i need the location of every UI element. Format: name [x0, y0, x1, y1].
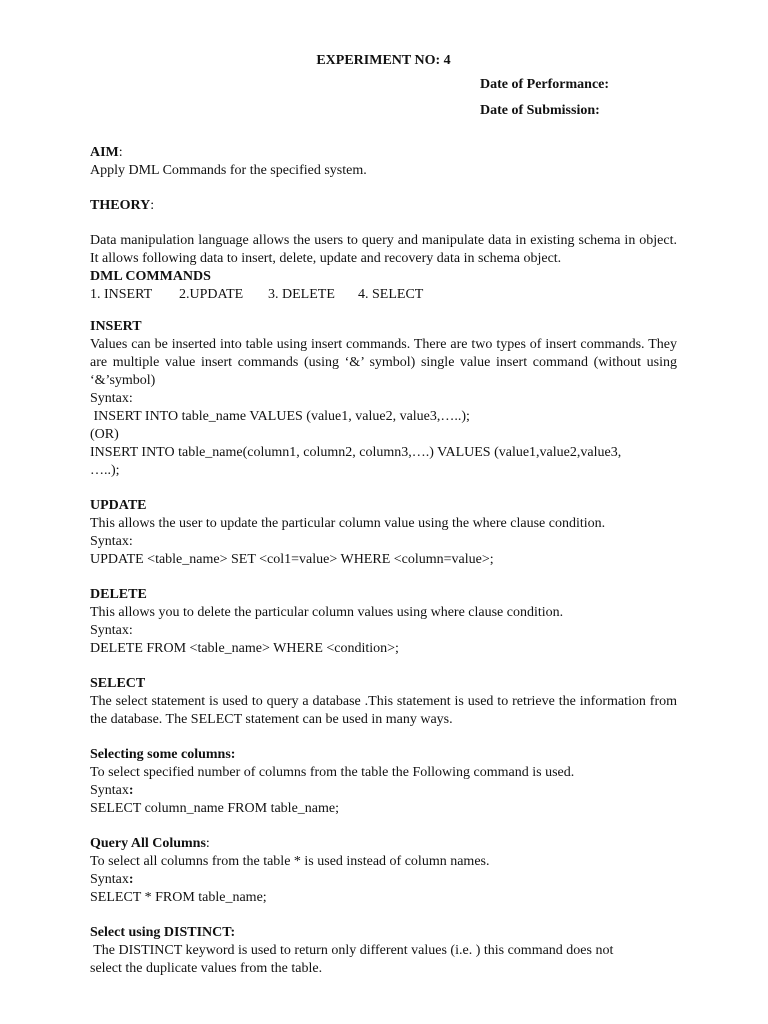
theory-colon: : — [150, 198, 155, 213]
dml-heading: DML COMMANDS — [90, 269, 211, 284]
insert-heading: INSERT — [90, 319, 142, 334]
query-all-columns-syntax-label-line — [90, 871, 677, 889]
query-all-columns-colon: : — [205, 836, 210, 851]
dml-item-select: 4. SELECT — [358, 287, 424, 302]
selecting-some-columns-syntax: SELECT column_name FROM table_name; — [90, 801, 339, 816]
dml-item-update: 2.UPDATE — [179, 287, 244, 302]
delete-paragraph: This allows you to delete the particular column values using where clause condition. — [90, 605, 564, 620]
dml-item-insert: 1. INSERT — [90, 287, 153, 302]
date-of-submission: Date of Submission: — [480, 103, 600, 118]
syntax-label: Syntax — [90, 872, 129, 887]
theory-heading: THEORY — [90, 198, 151, 213]
dml-item-delete: 3. DELETE — [268, 287, 335, 302]
selecting-some-columns-paragraph: To select specified number of columns from the table the Following command is used. — [90, 765, 575, 780]
insert-or: (OR) — [90, 427, 119, 442]
select-distinct-heading: Select using DISTINCT: — [90, 925, 236, 940]
delete-syntax: DELETE FROM <table_name> WHERE <condition>; — [90, 641, 399, 656]
document-page — [90, 52, 677, 978]
experiment-title: EXPERIMENT NO: 4 — [316, 53, 451, 68]
insert-paragraph: Values can be inserted into table using insert commands. There are two types of insert commands. They are multiple value insert commands (using ‘&’ symbol) single value insert command (without using ‘&’symbol) — [90, 337, 677, 388]
aim-text: Apply DML Commands for the specified system. — [90, 163, 367, 178]
query-all-columns-heading: Query All Columns — [90, 836, 206, 851]
theory-paragraph: Data manipulation language allows the users to query and manipulate data in existing schema in object. It allows following data to insert, delete, update and recovery data in schema object. — [90, 233, 677, 266]
query-all-columns-paragraph: To select all columns from the table * is used instead of column names. — [90, 854, 490, 869]
aim-heading: AIM — [90, 145, 119, 160]
theory-heading-line — [90, 197, 677, 215]
date-block — [480, 76, 677, 120]
update-syntax-label: Syntax: — [90, 534, 133, 549]
date-of-performance: Date of Performance: — [480, 77, 610, 92]
aim-colon: : — [118, 145, 123, 160]
aim-heading-line — [90, 144, 677, 162]
syntax-colon: : — [128, 783, 134, 798]
update-syntax: UPDATE <table_name> SET <col1=value> WHERE <column=value>; — [90, 552, 494, 567]
insert-syntax-label: Syntax: — [90, 391, 133, 406]
insert-syntax-1: INSERT INTO table_name VALUES (value1, value2, value3,…..); — [90, 409, 470, 424]
select-distinct-paragraph-2: select the duplicate values from the table. — [90, 961, 323, 976]
insert-syntax-2a: INSERT INTO table_name(column1, column2, column3,….) VALUES (value1,value2,value3, — [90, 445, 622, 460]
dml-command-list — [90, 286, 677, 304]
delete-syntax-label: Syntax: — [90, 623, 133, 638]
update-heading: UPDATE — [90, 498, 147, 513]
query-all-columns-heading-line — [90, 835, 677, 853]
insert-syntax-2b: …..); — [90, 463, 120, 478]
delete-heading: DELETE — [90, 587, 147, 602]
update-paragraph: This allows the user to update the particular column value using the where clause condition. — [90, 516, 606, 531]
selecting-some-columns-heading: Selecting some columns: — [90, 747, 236, 762]
syntax-label: Syntax — [90, 783, 129, 798]
query-all-columns-syntax: SELECT * FROM table_name; — [90, 890, 267, 905]
select-distinct-paragraph-1: The DISTINCT keyword is used to return only different values (i.e. ) this command does not — [90, 943, 614, 958]
selecting-some-columns-syntax-label-line — [90, 782, 677, 800]
select-heading: SELECT — [90, 676, 146, 691]
select-paragraph: The select statement is used to query a database .This statement is used to retrieve the information from the database. The SELECT statement can be used in many ways. — [90, 694, 677, 727]
syntax-colon: : — [128, 872, 134, 887]
